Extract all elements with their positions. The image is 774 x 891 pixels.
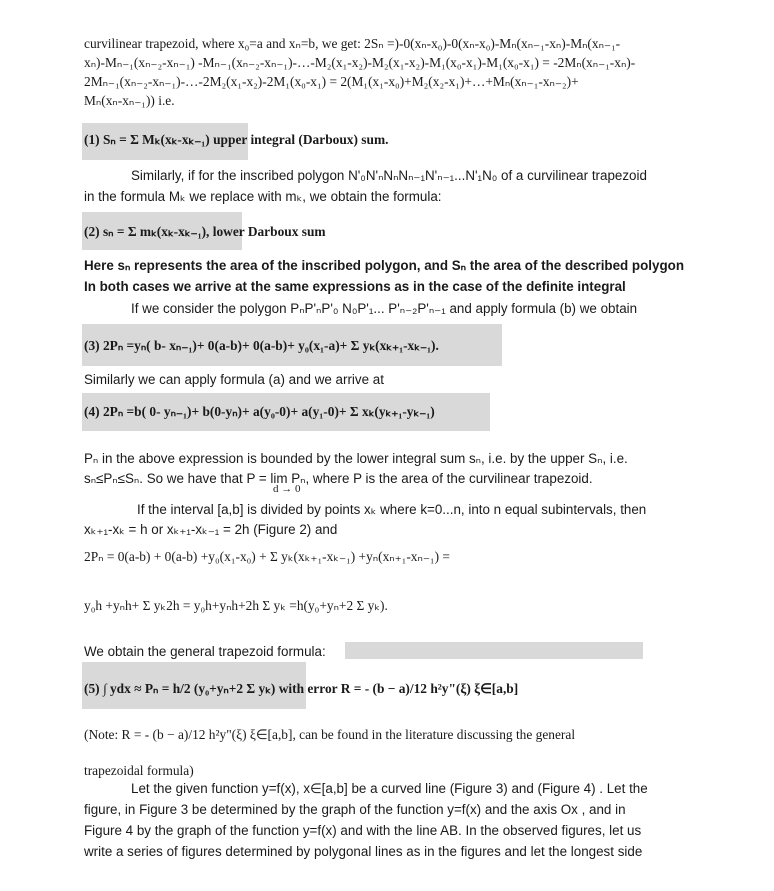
text-line: figure, in Figure 3 be determined by the graph of the function y=f(x) and the axis Ox , and in bbox=[84, 802, 626, 817]
text-line: We obtain the general trapezoid formula: bbox=[84, 644, 326, 659]
text-line: If the interval [a,b] is divided by points xₖ where k=0...n, into n equal subintervals, then bbox=[137, 502, 647, 517]
formula-5: (5) ∫ ydx ≈ Pₙ = h/2 (y₀+yₙ+2 Σ yₖ) with error R = - (b − a)/12 h²y"(ξ) ξ∈[a,b] bbox=[84, 681, 519, 696]
text-line: curvilinear trapezoid, where x₀=a and xₙ=b, we get: 2Sₙ =)-0(xₙ-x₀)-0(xₙ-x₀)-Mₙ(xₙ₋₁-xₙ)-Mₙ(xₙ₋₁- bbox=[84, 36, 621, 51]
note-line: (Note: R = - (b − a)/12 h²y"(ξ) ξ∈[a,b], can be found in the literature discussing the general bbox=[84, 727, 576, 742]
text-line: 2Mₙ₋₁(xₙ₋₂-xₙ₋₁)-…-2M₂(x₁-x₂)-2M₁(x₀-x₁) = 2(M₁(x₁-x₀)+M₂(x₂-x₁)+…+Mₙ(xₙ₋₁-xₙ₋₂)+ bbox=[84, 74, 579, 89]
text-line: Figure 4 by the graph of the function y=f(x) and with the line AB. In the observed figures, let us bbox=[84, 823, 642, 838]
text-line: xₖ₊₁-xₖ = h or xₖ₊₁-xₖ₋₁ = 2h (Figure 2) and bbox=[84, 522, 338, 537]
formula-trapezoid-1: 2Pₙ = 0(a-b) + 0(a-b) +y₀(x₁-x₀) + Σ yₖ(xₖ₊₁-xₖ₋₁) +yₙ(xₙ₊₁-xₙ₋₁) = bbox=[84, 549, 450, 564]
formula-5-highlight bbox=[345, 642, 643, 659]
text-line: Similarly, if for the inscribed polygon N'₀N'ₙNₙNₙ₋₁N'ₙ₋₁...N'₁N₀ of a curvilinear trapezoid bbox=[131, 168, 647, 183]
text-line: Similarly we can apply formula (a) and we arrive at bbox=[84, 372, 384, 387]
formula-4: (4) 2Pₙ =b( 0- yₙ₋₁)+ b(0-yₙ)+ a(y₀-0)+ a(y₁-0)+ Σ xₖ(yₖ₊₁-yₖ₋₁) bbox=[84, 404, 435, 419]
formula-2: (2) sₙ = Σ mₖ(xₖ-xₖ₋₁), lower Darboux sum bbox=[84, 224, 326, 239]
formula-3: (3) 2Pₙ =yₙ( b- xₙ₋₁)+ 0(a-b)+ 0(a-b)+ y₀(x₁-a)+ Σ yₖ(xₖ₊₁-xₖ₋₁). bbox=[84, 338, 439, 353]
note-line: trapezoidal formula) bbox=[84, 763, 194, 778]
limit-subscript: d → 0 bbox=[273, 483, 301, 495]
text-line: in the formula Mₖ we replace with mₖ, we obtain the formula: bbox=[84, 189, 442, 204]
text-line: Pₙ in the above expression is bounded by the lower integral sum sₙ, i.e. by the upper Sₙ, i.e. bbox=[84, 451, 628, 466]
text-line: Let the given function y=f(x), x∈[a,b] be a curved line (Figure 3) and (Figure 4) . Let the bbox=[131, 781, 648, 796]
text-line: write a series of figures determined by polygonal lines as in the figures and let the longest side bbox=[84, 844, 643, 859]
text-line: Mₙ(xₙ-xₙ₋₁)) i.e. bbox=[84, 93, 175, 108]
text-line: Here sₙ represents the area of the inscribed polygon, and Sₙ the area of the described polygon bbox=[84, 258, 685, 273]
text-line: If we consider the polygon PₙP'ₙP'₀ N₀P'₁... P'ₙ₋₂P'ₙ₋₁ and apply formula (b) we obtain bbox=[131, 301, 638, 316]
text-line: In both cases we arrive at the same expressions as in the case of the definite integral bbox=[84, 279, 626, 294]
formula-trapezoid-2: y₀h +yₙh+ Σ yₖ2h = y₀h+yₙh+2h Σ yₖ =h(y₀+yₙ+2 Σ yₖ). bbox=[84, 598, 388, 613]
text-line: xₙ)-Mₙ₋₁(xₙ₋₂-xₙ₋₁) -Mₙ₋₁(xₙ₋₂-xₙ₋₁)-…-M₂(x₁-x₂)-M₂(x₁-x₂)-M₁(x₀-x₁)-M₁(x₀-x₁) = -2Mₙ(xₙ₋₁-xₙ)- bbox=[84, 55, 636, 70]
text-line: sₙ≤Pₙ≤Sₙ. So we have that P = lim Pₙ, where P is the area of the curvilinear trapezoid. bbox=[84, 471, 593, 486]
formula-1: (1) Sₙ = Σ Mₖ(xₖ-xₖ₋₁) upper integral (Darboux) sum. bbox=[84, 132, 389, 147]
